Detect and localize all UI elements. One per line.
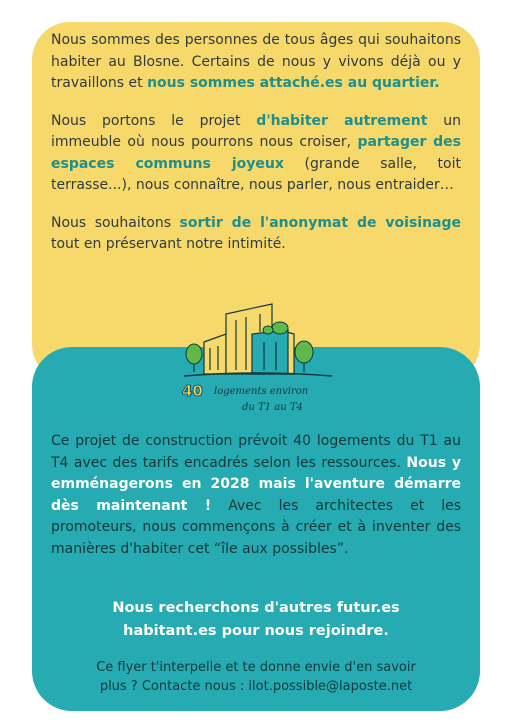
- project-text-2: Avec les architectes et les promoteurs, nous commençons à créer et à inventer des manières d'habiter cet “île aux possibles”.: [51, 497, 462, 557]
- contact-info: [51, 658, 461, 696]
- contact-line-2: [51, 677, 461, 696]
- intro-p2-text-1: Nous portons le projet: [51, 112, 257, 129]
- recruitment-line-1: Nous recherchons d'autres futur.es: [112, 600, 400, 616]
- intro-p3-highlight: sortir de l'anonymat de voisinage: [179, 214, 462, 231]
- project-text: [51, 431, 461, 560]
- intro-paragraph-3: [51, 213, 461, 256]
- intro-paragraph-2: [51, 111, 461, 197]
- building-illustration: [180, 300, 336, 424]
- intro-p2-highlight-1: d'habiter autrement: [256, 112, 428, 129]
- project-text-1: Ce projet de construction prévoit 40 logements du T1 au T4 avec des tarifs encadrés selon les ressources.: [51, 433, 461, 471]
- intro-p1-highlight: nous sommes attaché.es au quartier.: [147, 75, 440, 91]
- contact-line-1: Ce flyer t'interpelle et te donne envie d'en savoir: [96, 660, 416, 675]
- intro-p3-text-2: tout en préservant notre intimité.: [51, 236, 286, 252]
- intro-p1-text: Nous sommes des personnes de tous âges qui souhaitons habiter au Blosne. Certains de nous y vivons déjà ou y travaillons et: [51, 32, 461, 91]
- building-icon: [204, 304, 294, 374]
- intro-paragraph-1: [51, 30, 461, 95]
- tree-icon-left: [186, 344, 202, 372]
- intro-p2-text-3: (grande salle, toit terrasse...), nous connaître, nous parler, nous entraider…: [51, 155, 461, 193]
- intro-p3-text-1: Nous souhaitons: [51, 214, 180, 231]
- recruitment-message: [51, 597, 461, 643]
- project-highlight: Nous y emménagerons en 2028 mais l'aventure démarre dès maintenant !: [51, 454, 461, 514]
- intro-p2-highlight-2: partager des espaces communs joyeux: [51, 134, 461, 172]
- housing-caption-line-2: du T1 au T4: [242, 402, 303, 413]
- housing-caption-line-1: logements environ: [214, 386, 309, 397]
- contact-email[interactable]: ilot.possible@laposte.net: [248, 679, 413, 694]
- intro-p2-text-2: un immeuble où nous pourrons nous croiser,: [51, 112, 461, 150]
- project-paragraph: [51, 431, 461, 560]
- housing-count: 40: [182, 382, 203, 400]
- recruitment-line-2: habitant.es pour nous rejoindre.: [123, 623, 389, 639]
- intro-text: [51, 30, 461, 272]
- contact-prefix: plus ? Contacte nous :: [99, 679, 249, 694]
- tree-icon-right: [295, 341, 313, 372]
